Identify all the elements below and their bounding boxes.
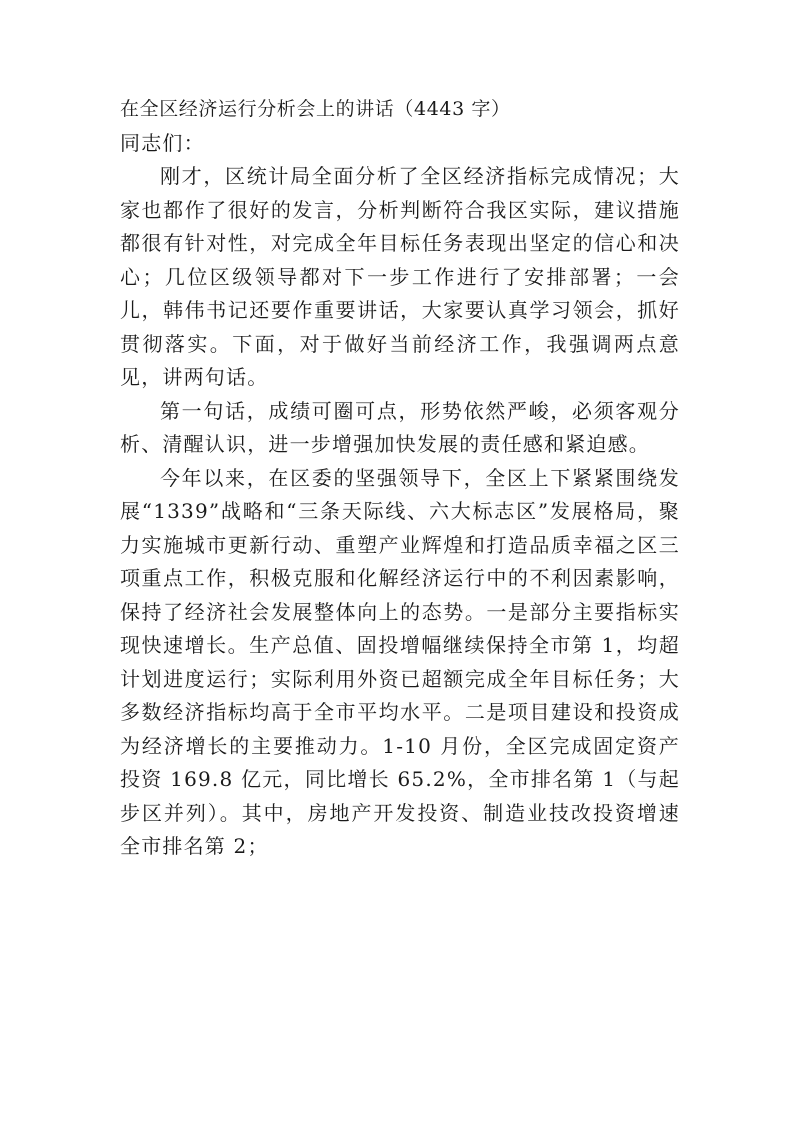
- paragraph-achievements: 今年以来，在区委的坚强领导下，全区上下紧紧围绕发展“1339”战略和“三条天际线、六大标志区”发展格局，聚力实施城市更新行动、重塑产业辉煌和打造品质幸福之区三项重点工作，积极克服和化解经济运行中的不利因素影响，保持了经济社会发展整体向上的态势。一是部分主要指标实现快速增长。生产总值、固投增幅继续保持全市第 1，均超计划进度运行；实际利用外资已超额完成全年目标任务；大多数经济指标均高于全市平均水平。二是项目建设和投资成为经济增长的主要推动力。1-10 月份，全区完成固定资产投资 169.8 亿元，同比增长 65.2%，全市排名第 1（与起步区并列）。其中，房地产开发投资、制造业技改投资增速全市排名第 2；: [120, 465, 680, 858]
- paragraph-opening: 刚才，区统计局全面分析了全区经济指标完成情况；大家也都作了很好的发言，分析判断符合我区实际，建议措施都很有针对性，对完成全年目标任务表现出坚定的信心和决心；几位区级领导都对下一步工作进行了安排部署；一会儿，韩伟书记还要作重要讲话，大家要认真学习领会，抓好贯彻落实。下面，对于做好当前经济工作，我强调两点意见，讲两句话。: [120, 164, 680, 389]
- paragraph-first-point: 第一句话，成绩可圈可点，形势依然严峻，必须客观分析、清醒认识，进一步增强加快发展的责任感和紧迫感。: [120, 398, 680, 456]
- salutation: 同志们：: [120, 130, 205, 155]
- document-title: 在全区经济运行分析会上的讲话（4443 字）: [120, 98, 511, 120]
- document-body: [120, 93, 680, 864]
